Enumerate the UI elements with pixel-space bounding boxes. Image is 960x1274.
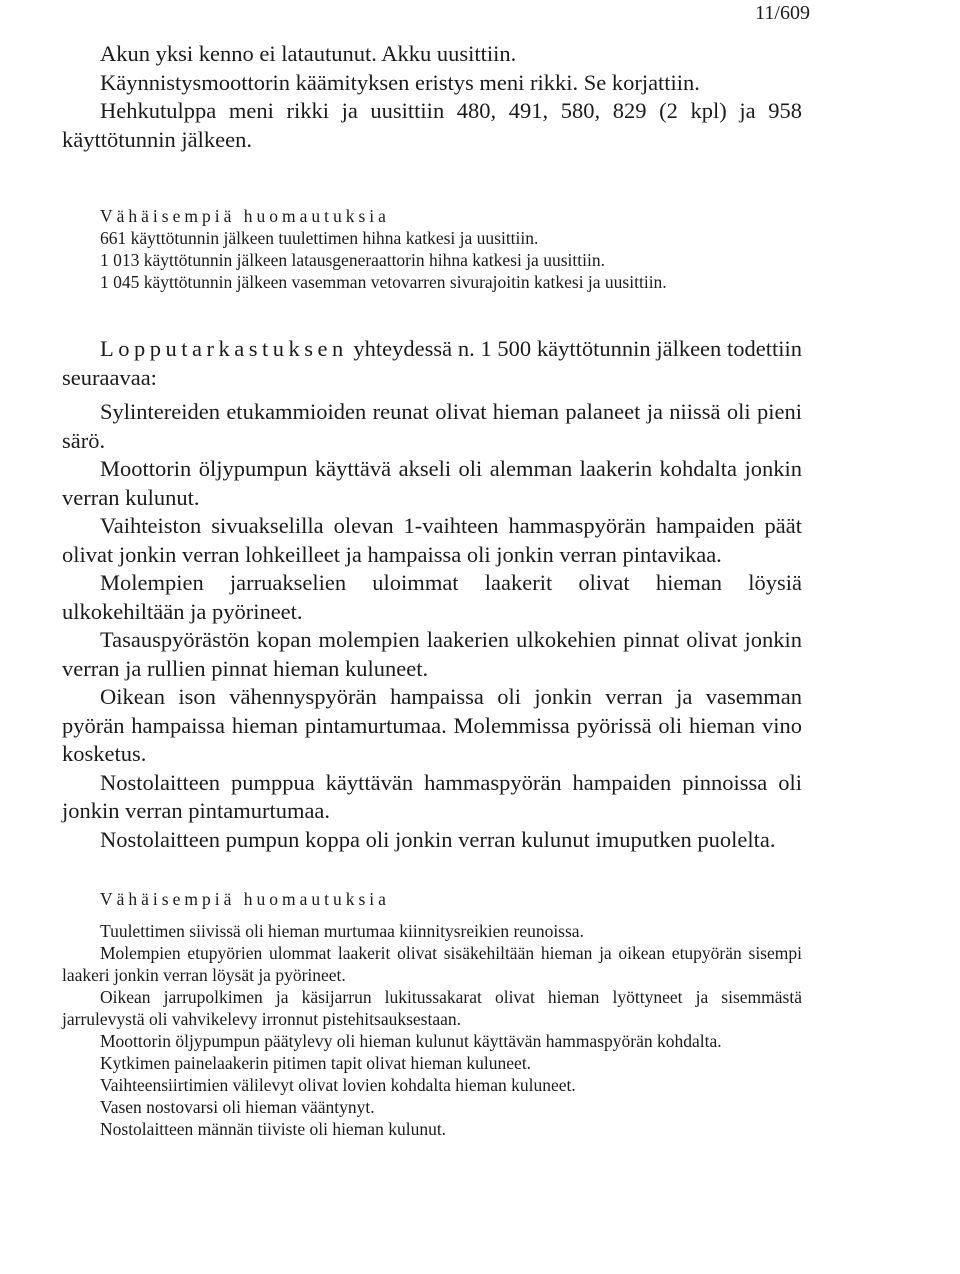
paragraph: Akun yksi kenno ei latautunut. Akku uusittiin.: [100, 41, 517, 66]
top-paragraphs: [62, 40, 802, 154]
minor-remarks-section-2: [62, 888, 802, 1140]
paragraph: Käynnistysmoottorin käämityksen eristys meni rikki. Se korjattiin.: [100, 69, 700, 95]
remark-item: Moottorin öljypumpun päätylevy oli hieman kulunut käyttävän hammaspyörän kohdalta.: [100, 1031, 722, 1051]
remark-item: Tuulettimen siivissä oli hieman murtumaa kiinnitysreikien reunoissa.: [100, 921, 584, 941]
finding-item: Molempien jarruakselien uloimmat laakerit olivat hieman löysiä ulkokehiltään ja pyörineet.: [62, 570, 802, 624]
section-heading: Vähäisempiä huomautuksia: [100, 889, 390, 909]
section-heading: Vähäisempiä huomautuksia: [100, 206, 390, 226]
minor-remarks-section-1: [62, 205, 802, 293]
remark-item: Oikean jarrupolkimen ja käsijarrun lukitussakarat olivat hieman lyöttyneet ja sisemmästä jarrulevystä oli vahvikelevy irronnut pistehitsauksestaan.: [62, 987, 802, 1029]
finding-item: Vaihteiston sivuakselilla olevan 1-vaihteen hammaspyörän hampaiden päät olivat jonkin verran lohkeilleet ja hampaissa oli jonkin verran pintavikaa.: [62, 513, 802, 567]
finding-item: Nostolaitteen pumpun koppa oli jonkin verran kulunut imuputken puolelta.: [100, 826, 776, 852]
final-inspection-section: [62, 335, 802, 854]
final-inspection-intro: [62, 335, 802, 392]
remark-item: Kytkimen painelaakerin pitimen tapit olivat hieman kuluneet.: [100, 1053, 532, 1073]
remark-item: Molempien etupyörien ulommat laakerit olivat sisäkehiltään hieman ja oikean etupyörän sisempi laakeri jonkin verran löysät ja pyörineet.: [62, 943, 802, 985]
final-inspection-lead-rest: yhteydessä n. 1 500 käyttötunnin jälkeen todettiin seuraavaa:: [62, 336, 802, 390]
paragraph: Hehkutulppa meni rikki ja uusittiin 480, 491, 580, 829 (2 kpl) ja 958 käyttötunnin jälkeen.: [62, 98, 802, 152]
finding-item: Moottorin öljypumpun käyttävä akseli oli alemman laakerin kohdalta jonkin verran kulunut.: [62, 456, 802, 510]
remark-item: 661 käyttötunnin jälkeen tuulettimen hihna katkesi ja uusittiin.: [100, 228, 539, 248]
remark-item: 1 013 käyttötunnin jälkeen latausgeneraattorin hihna katkesi ja uusittiin.: [100, 250, 605, 270]
finding-item: Tasauspyörästön kopan molempien laakerien ulkokehien pinnat olivat jonkin verran ja rullien pinnat hieman kuluneet.: [62, 627, 802, 681]
finding-item: Oikean ison vähennyspyörän hampaissa oli jonkin verran ja vasemman pyörän hampaissa hieman pintamurtumaa. Molemmissa pyörissä oli hieman vino kosketus.: [62, 684, 802, 766]
final-inspection-lead: Lopputarkastuksen: [100, 336, 348, 361]
remark-item: Vaihteensiirtimien välilevyt olivat lovien kohdalta hieman kuluneet.: [100, 1075, 576, 1095]
remark-item: 1 045 käyttötunnin jälkeen vasemman vetovarren sivurajoitin katkesi ja uusittiin.: [100, 272, 667, 292]
finding-item: Sylintereiden etukammioiden reunat olivat hieman palaneet ja niissä oli pieni särö.: [62, 399, 802, 453]
finding-item: Nostolaitteen pumppua käyttävän hammaspyörän hampaiden pinnoissa oli jonkin verran pintamurtumaa.: [62, 769, 802, 823]
remark-item: Vasen nostovarsi oli hieman vääntynyt.: [100, 1097, 375, 1117]
remark-item: Nostolaitteen männän tiiviste oli hieman kulunut.: [100, 1119, 447, 1139]
page-number: 11/609: [755, 2, 810, 24]
